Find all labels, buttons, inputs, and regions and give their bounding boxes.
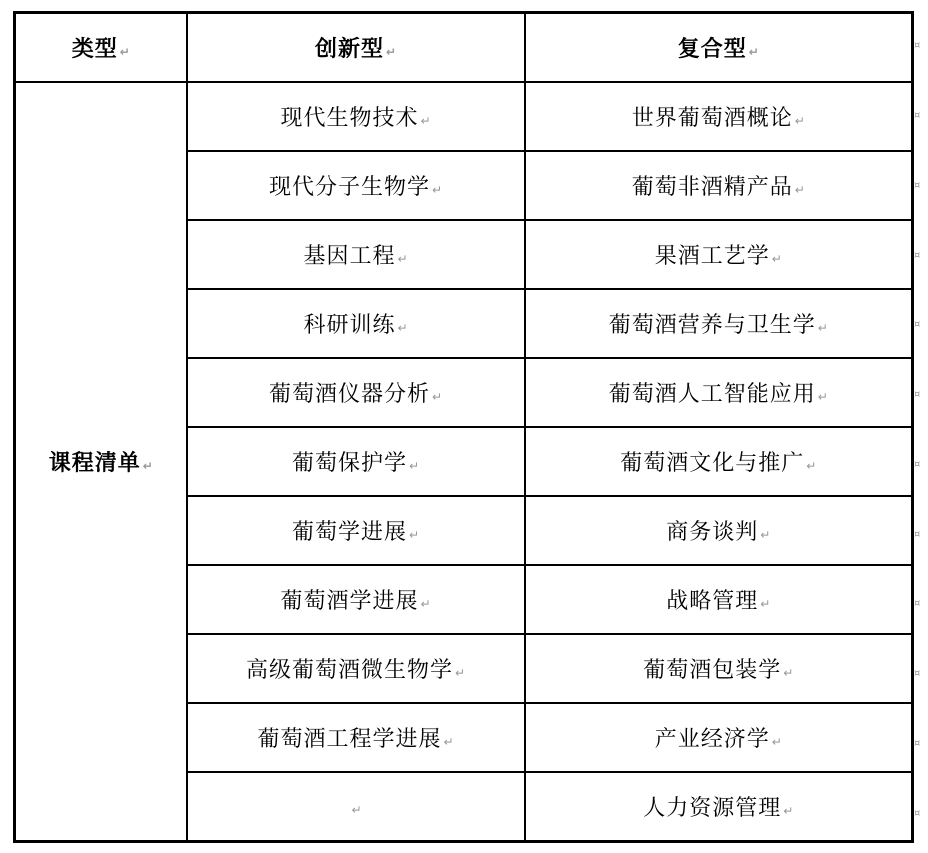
row-end-mark: ¤: [914, 389, 921, 401]
header-cell-type: [15, 13, 187, 83]
cell-end-mark: ↵: [794, 114, 805, 128]
row-end-mark: ¤: [914, 598, 921, 610]
cell-composite: [525, 358, 913, 427]
cell-text: 世界葡萄酒概论: [631, 105, 793, 130]
cell-text: 葡萄学进展: [291, 519, 407, 544]
cell-composite: [525, 496, 913, 565]
cell-text: 葡萄酒包装学: [643, 657, 782, 682]
cell-innovative: [187, 703, 525, 772]
cell-innovative: [187, 565, 525, 634]
cell-innovative: [187, 82, 525, 151]
row-label-cell: [15, 82, 187, 842]
cell-text: 科研训练: [303, 312, 396, 337]
cell-text: 基因工程: [303, 243, 396, 268]
cell-innovative: [187, 220, 525, 289]
cell-text: 葡萄酒文化与推广: [620, 450, 805, 475]
cell-end-mark: ↵: [794, 183, 805, 197]
cell-innovative: [187, 634, 525, 703]
row-end-mark: ¤: [914, 249, 921, 261]
header-cell-composite: [525, 13, 913, 83]
cell-text: 葡萄酒仪器分析: [268, 381, 430, 406]
header-innovative-label: 创新型: [314, 36, 384, 61]
cell-end-mark: ↵: [142, 459, 153, 473]
header-composite-label: 复合型: [677, 36, 747, 61]
cell-end-mark: ↵: [806, 459, 817, 473]
cell-end-mark: ↵: [771, 252, 782, 266]
header-cell-innovative: [187, 13, 525, 83]
cell-text: 葡萄酒工程学进展: [257, 726, 442, 751]
row-end-mark: ¤: [914, 179, 921, 191]
cell-end-mark: ↵: [397, 321, 408, 335]
cell-composite: [525, 703, 913, 772]
cell-end-mark: ↵: [431, 183, 443, 197]
cell-end-mark: ↵: [431, 390, 443, 404]
cell-text: 果酒工艺学: [654, 243, 770, 268]
cell-end-mark: ↵: [454, 666, 466, 680]
row-end-mark: ¤: [914, 319, 921, 331]
cell-innovative: [187, 358, 525, 427]
cell-text: 葡萄酒人工智能应用: [608, 381, 816, 406]
header-row: [15, 13, 913, 83]
cell-text: 现代分子生物学: [268, 174, 430, 199]
cell-end-mark: ↵: [420, 597, 431, 611]
cell-end-mark: ↵: [783, 804, 794, 818]
cell-text: 战略管理: [666, 588, 759, 613]
cell-text: 现代生物技术: [280, 105, 419, 130]
row-label: 课程清单: [48, 450, 141, 475]
row-end-mark: ¤: [914, 40, 921, 52]
row-end-mark: ¤: [914, 528, 921, 540]
cell-composite: [525, 565, 913, 634]
cell-innovative: [187, 151, 525, 220]
cell-end-mark: ↵: [783, 666, 794, 680]
row-end-mark: ¤: [914, 737, 921, 749]
row-end-mark: ¤: [914, 807, 921, 819]
cell-text: 葡萄非酒精产品: [631, 174, 793, 199]
course-table: [13, 11, 914, 843]
table-row: [15, 82, 913, 151]
row-end-mark: ¤: [914, 110, 921, 122]
cell-composite: [525, 772, 913, 842]
cell-text: 葡萄保护学: [291, 450, 407, 475]
cell-innovative: [187, 289, 525, 358]
cell-innovative-empty: [187, 772, 525, 842]
cell-end-mark: ↵: [408, 528, 420, 542]
row-end-marks-column: [914, 11, 926, 848]
cell-text: 葡萄酒营养与卫生学: [608, 312, 816, 337]
cell-end-mark: ↵: [119, 45, 130, 59]
cell-text: 人力资源管理: [643, 795, 782, 820]
cell-end-mark: ↵: [397, 252, 408, 266]
cell-text: 高级葡萄酒微生物学: [245, 657, 453, 682]
cell-end-mark: ↵: [760, 597, 771, 611]
cell-composite: [525, 82, 913, 151]
cell-composite: [525, 151, 913, 220]
cell-composite: [525, 220, 913, 289]
cell-innovative: [187, 427, 525, 496]
cell-text: 葡萄酒学进展: [280, 588, 419, 613]
cell-end-mark: ↵: [420, 114, 431, 128]
cell-end-mark: ↵: [385, 45, 397, 59]
cell-composite: [525, 289, 913, 358]
header-type-label: 类型: [71, 36, 118, 61]
row-end-mark: ¤: [914, 668, 921, 680]
cell-end-mark: ↵: [748, 45, 759, 59]
row-end-mark: ¤: [914, 458, 921, 470]
cell-innovative: [187, 496, 525, 565]
cell-end-mark: ↵: [351, 802, 362, 817]
cell-composite: [525, 427, 913, 496]
cell-text: 商务谈判: [666, 519, 759, 544]
cell-end-mark: ↵: [771, 735, 782, 749]
cell-end-mark: ↵: [760, 528, 771, 542]
cell-end-mark: ↵: [443, 735, 454, 749]
cell-end-mark: ↵: [817, 321, 828, 335]
cell-composite: [525, 634, 913, 703]
cell-end-mark: ↵: [817, 390, 828, 404]
cell-end-mark: ↵: [408, 459, 420, 473]
cell-text: 产业经济学: [654, 726, 770, 751]
